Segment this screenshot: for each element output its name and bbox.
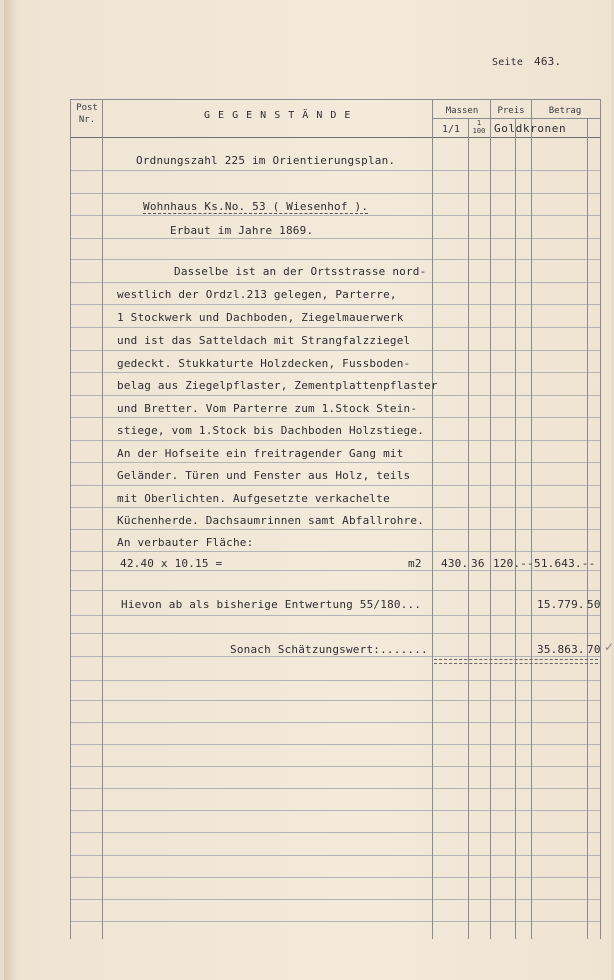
ruled-line bbox=[70, 259, 600, 260]
ruled-line bbox=[70, 615, 600, 616]
column-border-items bbox=[432, 99, 433, 939]
desc-line-12: Küchenherde. Dachsaumrinnen samt Abfallrohre. bbox=[117, 514, 425, 527]
table-top-border bbox=[70, 99, 600, 100]
ruled-line bbox=[70, 921, 600, 922]
column-border-price-split bbox=[515, 118, 516, 939]
column-border-left bbox=[70, 99, 71, 939]
unit-price: 120.-- bbox=[493, 557, 534, 570]
ruled-line bbox=[70, 282, 600, 283]
ruled-line bbox=[70, 462, 600, 463]
desc-line-1: Dasselbe ist an der Ortsstrasse nord- bbox=[174, 265, 427, 278]
area-quantity-int: 430. bbox=[441, 557, 469, 570]
ruled-line bbox=[70, 440, 600, 441]
desc-line-2: westlich der Ordzl.213 gelegen, Parterre, bbox=[117, 288, 397, 301]
ruled-line bbox=[70, 327, 600, 328]
ruled-line bbox=[70, 507, 600, 508]
estimate-label: Sonach Schätzungswert:....... bbox=[230, 643, 428, 656]
ruled-line bbox=[70, 570, 600, 571]
built-year-line: Erbaut im Jahre 1869. bbox=[170, 224, 314, 237]
ruled-line bbox=[70, 722, 600, 723]
ruled-line bbox=[70, 832, 600, 833]
ruled-line bbox=[70, 238, 600, 239]
ruled-line bbox=[70, 810, 600, 811]
area-unit: m2 bbox=[408, 557, 422, 570]
ruled-line bbox=[70, 372, 600, 373]
building-title: Wohnhaus Ks.No. 53 ( Wiesenhof ). bbox=[143, 200, 369, 213]
header-post: Post bbox=[76, 103, 98, 113]
ruled-line bbox=[70, 170, 600, 171]
ruled-line bbox=[70, 304, 600, 305]
ledger-page bbox=[4, 0, 614, 980]
desc-line-9: An der Hofseite ein freitragender Gang mit bbox=[117, 447, 404, 460]
ruled-line bbox=[70, 855, 600, 856]
ruled-line bbox=[70, 700, 600, 701]
gross-amount: 51.643.-- bbox=[534, 557, 596, 570]
column-border-right bbox=[600, 99, 601, 939]
desc-line-8: stiege, vom 1.Stock bis Dachboden Holzstiege. bbox=[117, 424, 425, 437]
ruled-line bbox=[70, 788, 600, 789]
header-price: Preis bbox=[497, 106, 525, 116]
ruled-line bbox=[70, 193, 600, 194]
header-quantities: Massen bbox=[445, 106, 479, 116]
column-border-price bbox=[531, 99, 532, 939]
depreciation-amount-frac: 50 bbox=[587, 598, 601, 611]
ruled-line bbox=[70, 395, 600, 396]
header-subrule bbox=[432, 118, 600, 119]
ruled-line bbox=[70, 417, 600, 418]
ruled-line bbox=[70, 215, 600, 216]
header-amount: Betrag bbox=[548, 106, 582, 116]
ruled-line bbox=[70, 656, 600, 657]
header-qty-frac-bottom: 100 bbox=[472, 127, 486, 135]
area-formula: 42.40 x 10.15 = bbox=[120, 557, 223, 570]
desc-line-10: Geländer. Türen und Fenster aus Holz, teils bbox=[117, 469, 411, 482]
depreciation-amount-int: 15.779. bbox=[537, 598, 585, 611]
header-currency: Goldkronen bbox=[494, 122, 567, 135]
desc-line-3: 1 Stockwerk und Dachboden, Ziegelmauerwerk bbox=[117, 311, 404, 324]
desc-line-5: gedeckt. Stukkaturte Holzdecken, Fussboden- bbox=[117, 357, 411, 370]
column-border-qty bbox=[490, 99, 491, 939]
ruled-line bbox=[70, 633, 600, 634]
ruled-line bbox=[70, 485, 600, 486]
header-qty-frac-top: 1 bbox=[476, 119, 482, 127]
page-number: 463. bbox=[534, 55, 562, 68]
depreciation-label: Hievon ab als bisherige Entwertung 55/180... bbox=[121, 598, 422, 611]
ruled-line bbox=[70, 744, 600, 745]
total-double-underline bbox=[434, 659, 598, 664]
ordnungszahl-line: Ordnungszahl 225 im Orientierungsplan. bbox=[136, 154, 396, 167]
desc-line-4: und ist das Satteldach mit Strangfalzziegel bbox=[117, 334, 411, 347]
checkmark-icon: ✓ bbox=[604, 640, 614, 654]
page-label: Seite bbox=[492, 57, 524, 68]
ruled-line bbox=[70, 529, 600, 530]
column-border-qty-split bbox=[468, 118, 469, 939]
desc-line-11: mit Oberlichten. Aufgesetzte verkachelte bbox=[117, 492, 390, 505]
ruled-line bbox=[70, 350, 600, 351]
estimate-amount-frac: 70 bbox=[587, 643, 601, 656]
ruled-line bbox=[70, 766, 600, 767]
header-items: G E G E N S T Ä N D E bbox=[204, 110, 352, 121]
desc-line-13: An verbauter Fläche: bbox=[117, 536, 254, 549]
ruled-line bbox=[70, 899, 600, 900]
ruled-line bbox=[70, 590, 600, 591]
estimate-amount-int: 35.863. bbox=[537, 643, 585, 656]
column-border-post bbox=[102, 99, 103, 939]
desc-line-6: belag aus Ziegelpflaster, Zementplattenpflaster bbox=[117, 379, 438, 392]
ruled-line bbox=[70, 877, 600, 878]
ruled-line bbox=[70, 680, 600, 681]
header-bottom-border bbox=[70, 137, 600, 138]
header-nr: Nr. bbox=[78, 115, 96, 125]
desc-line-7: und Bretter. Vom Parterre zum 1.Stock Stein- bbox=[117, 402, 418, 415]
area-quantity-frac: 36 bbox=[471, 557, 485, 570]
column-border-amount-split bbox=[587, 118, 588, 939]
ruled-line bbox=[70, 551, 600, 552]
header-qty-whole: 1/1 bbox=[441, 124, 461, 135]
